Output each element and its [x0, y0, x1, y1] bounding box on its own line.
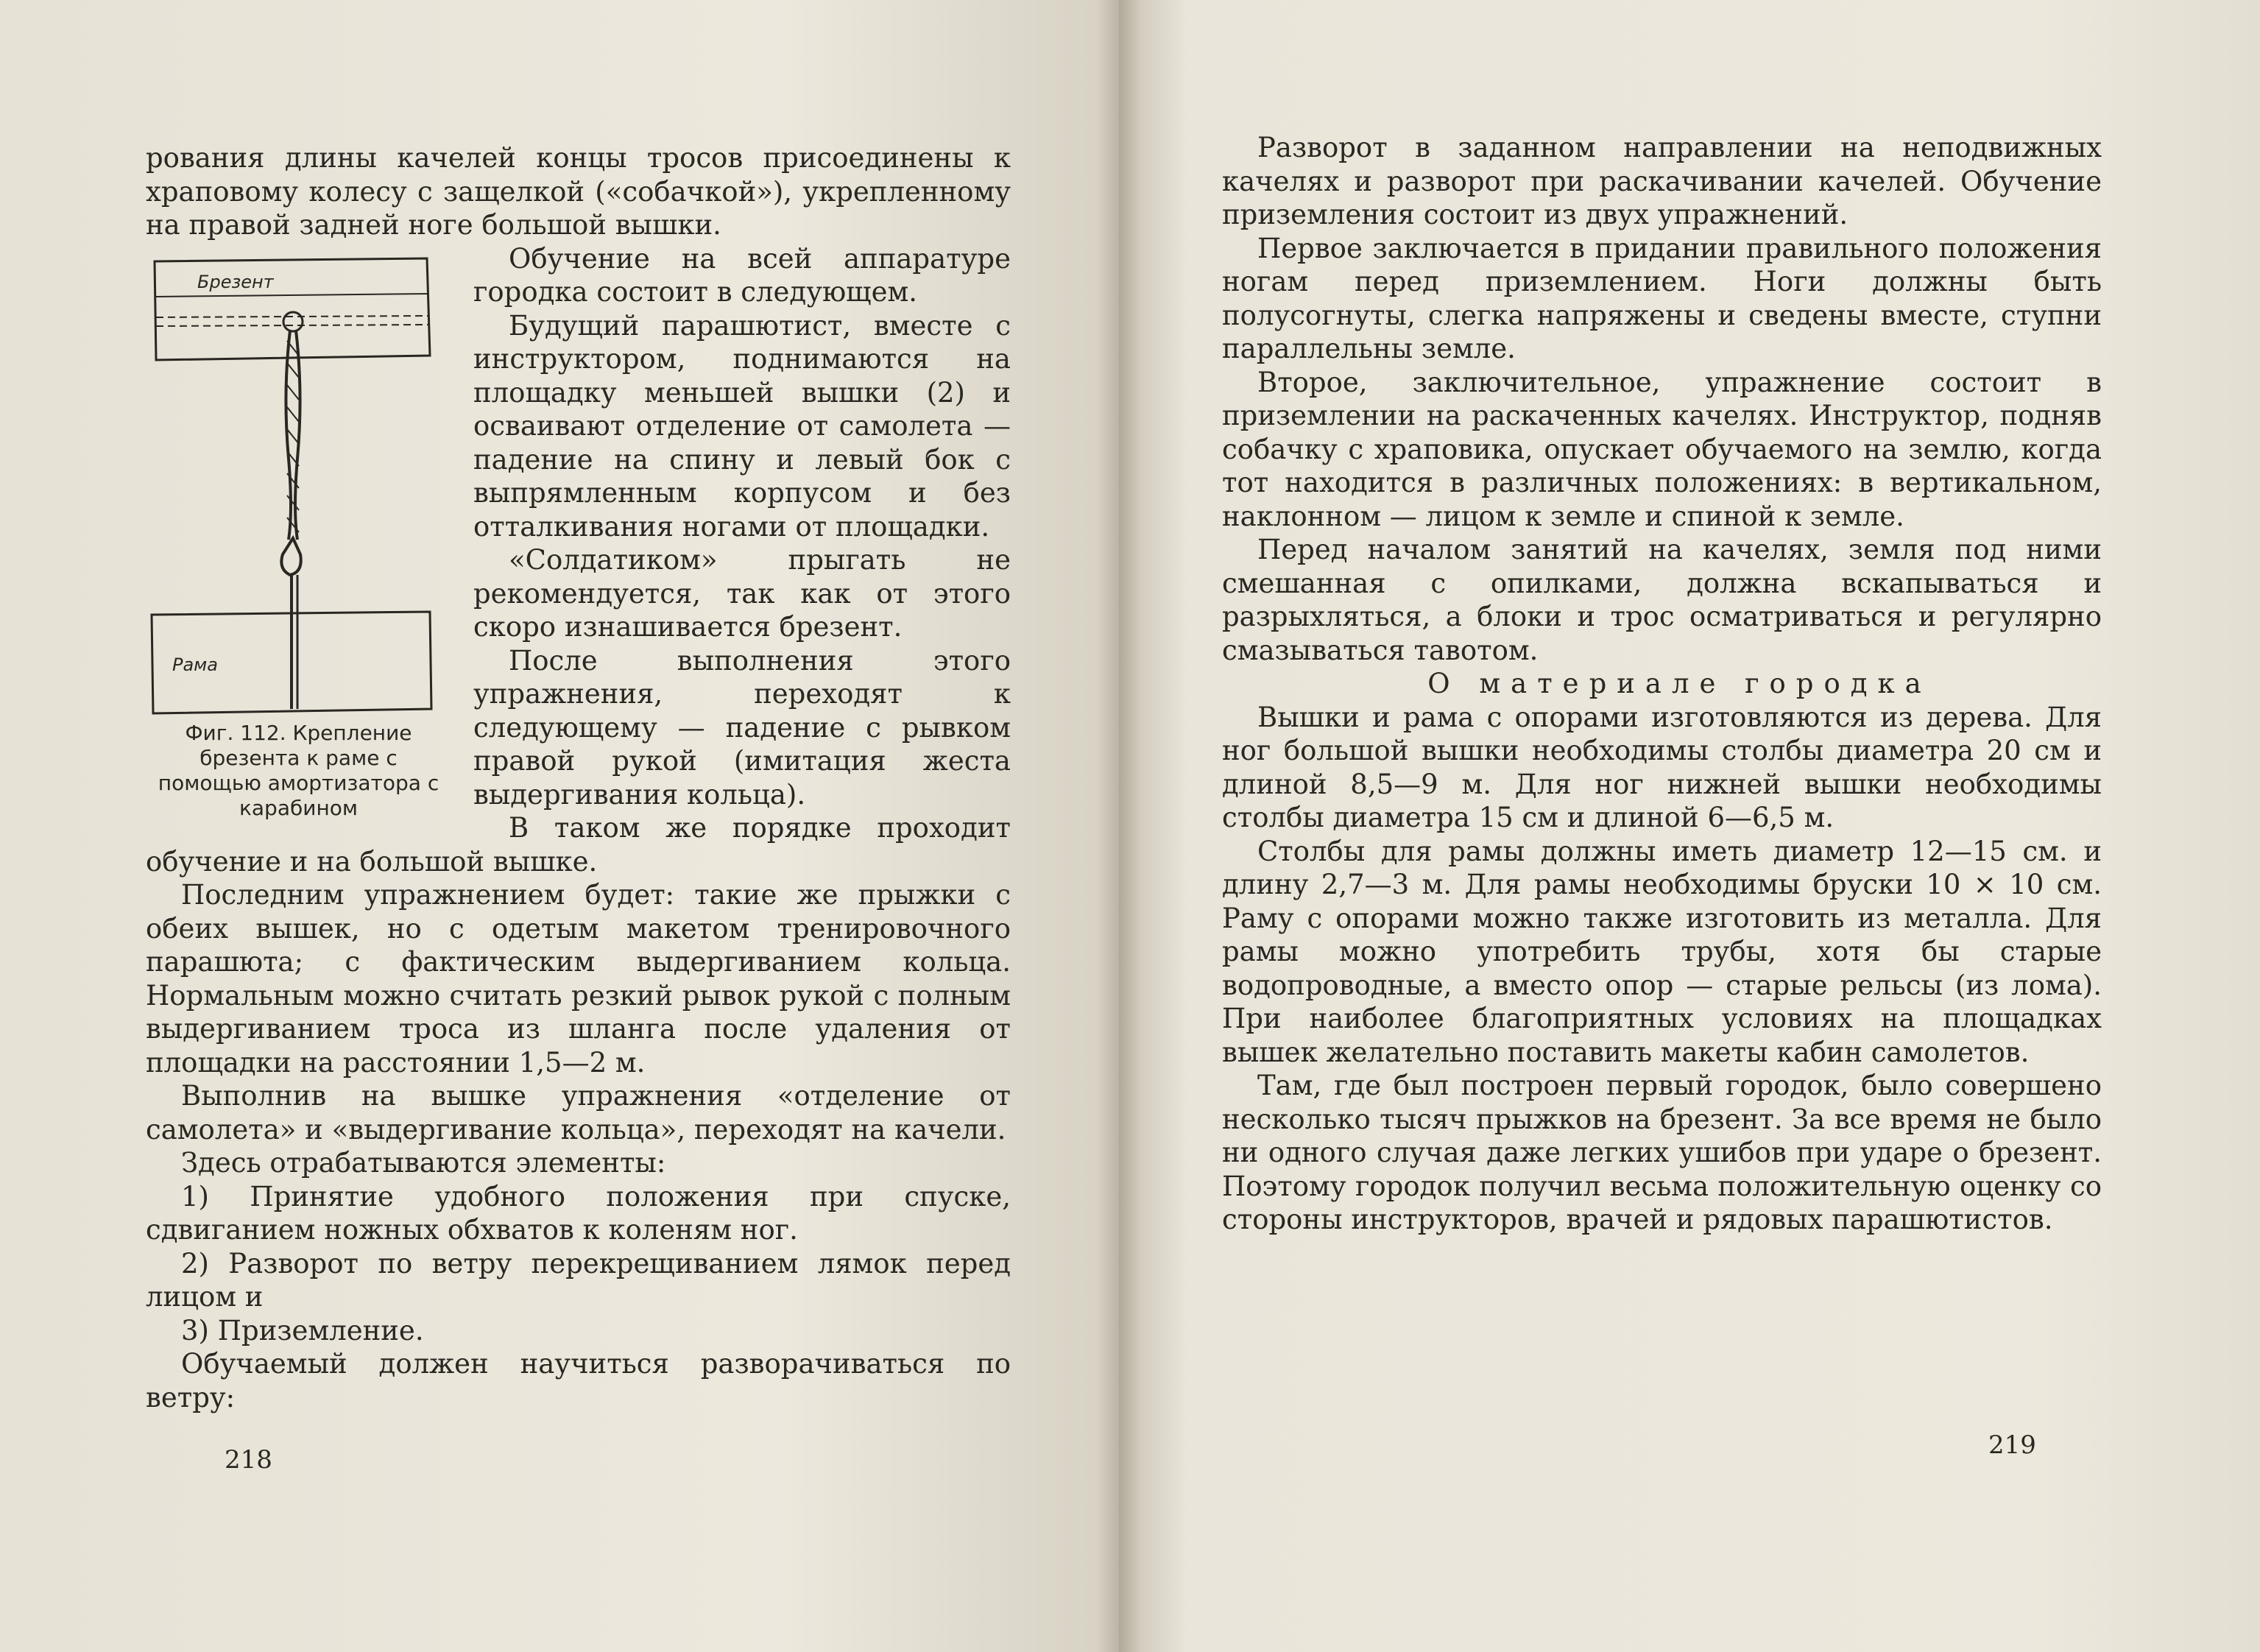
book-gutter [1097, 0, 1141, 1652]
paragraph: Разворот в заданном направлении на неподвижных качелях и разворот при раскачивании качелей. Обучение приземления состоит из двух упражнений. [1222, 132, 2102, 230]
paragraph: 3) Приземление. [181, 1314, 424, 1346]
paragraph: Обучение на всей аппаратуре городка состоит в следующем. [473, 242, 1011, 308]
canvas-to-frame-attachment-drawing [146, 245, 437, 716]
paragraph: Будущий парашютист, вместе с инструктором, поднимаются на площадку меньшей вышки (2) и осваивают отделение от самолета — падение на спину и левый бок с выпрямленным корпусом и без отталкивания ногами от площадки. [473, 309, 1011, 543]
paragraph: 2) Разворот по ветру перекрещиванием лямок перед лицом и [146, 1247, 1011, 1313]
paragraph: «Солдатиком» прыгать не рекомендуется, так как от этого скоро изнашивается брезент. [473, 544, 1011, 643]
canvas-label: Брезент [197, 271, 274, 292]
right-text-column [1222, 131, 2102, 1237]
page-number: 219 [1988, 1430, 2036, 1460]
figure-112 [146, 245, 451, 821]
page-number: 218 [225, 1445, 272, 1475]
paragraph: Перед началом занятий на качелях, земля под ними смешанная с опилками, должна вскапываться и разрыхляться, а блоки и трос осматриваться и регулярно смазываться тавотом. [1222, 534, 2102, 666]
left-text-column [146, 141, 1011, 1414]
paragraph: Вышки и рама с опорами изготовляются из дерева. Для ног большой вышки необходимы столбы диаметра 20 см и длиной 8,5—9 м. Для ног нижней вышки необходимы столбы диаметра 15 см и длиной 6—6,5 м. [1222, 701, 2102, 833]
figure-caption: Фиг. 112. Крепление брезента к раме с помощью амортизатора с карабином [158, 720, 439, 820]
paragraph: Там, где был построен первый городок, было совершено несколько тысяч прыжков на брезент. За все время не было ни одного случая даже легких ушибов при ударе о брезент. Поэтому городок получил весьма положительную оценку со стороны инструкторов, врачей и рядовых парашютистов. [1222, 1070, 2102, 1235]
paragraph: рования длины качелей концы тросов присоединены к храповому колесу с защелкой («собачкой»), укрепленному на правой задней ноге большой вышки. [146, 142, 1011, 241]
paragraph: Выполнив на вышке упражнения «отделение от самолета» и «выдергивание кольца», переходят на качели. [146, 1080, 1011, 1146]
paragraph: Второе, заключительное, упражнение состоит в приземлении на раскаченных качелях. Инструктор, подняв собачку с храповика, опускает обучаемого на землю, когда тот находится в различных положениях: в вертикальном, наклонном — лицом к земле и спиной к земле. [1222, 366, 2102, 532]
paragraph: Обучаемый должен научиться разворачиваться по ветру: [146, 1348, 1011, 1413]
right-page [1119, 0, 2260, 1652]
paragraph: Здесь отрабатываются элементы: [181, 1147, 666, 1179]
paragraph: После выполнения этого упражнения, переходят к следующему — падение с рывком правой рукой (имитация жеста выдергивания кольца). [473, 644, 1011, 811]
left-page [0, 0, 1119, 1652]
paragraph: 1) Принятие удобного положения при спуске, сдвиганием ножных обхватов к коленям ног. [146, 1180, 1011, 1246]
paragraph: Столбы для рамы должны иметь диаметр 12—15 см. и длину 2,7—3 м. Для рамы необходимы бруски 10 × 10 см. Раму с опорами можно также изготовить из металла. Для рамы можно употребить трубы, хотя бы старые водопроводные, а вместо опор — старые рельсы (из лома). При наиболее благоприятных условиях на площадках вышек желательно поставить макеты кабин самолетов. [1222, 835, 2102, 1068]
section-title: О материале городка [1427, 668, 1932, 699]
paragraph: Последним упражнением будет: такие же прыжки с обеих вышек, но с одетым макетом тренировочного парашюта; с фактическим выдергиванием кольца. Нормальным можно считать резкий рывок рукой с полным выдергиванием троса из шланга после удаления от площадки на расстоянии 1,5—2 м. [146, 879, 1011, 1079]
paragraph: В таком же порядке проходит обучение и на большой вышке. [146, 812, 1011, 878]
paragraph: Первое заключается в придании правильного положения ногам перед приземлением. Ноги должны быть полусогнуты, слегка напряжены и сведены вместе, ступни параллельны земле. [1222, 232, 2102, 364]
frame-label: Рама [172, 654, 218, 675]
